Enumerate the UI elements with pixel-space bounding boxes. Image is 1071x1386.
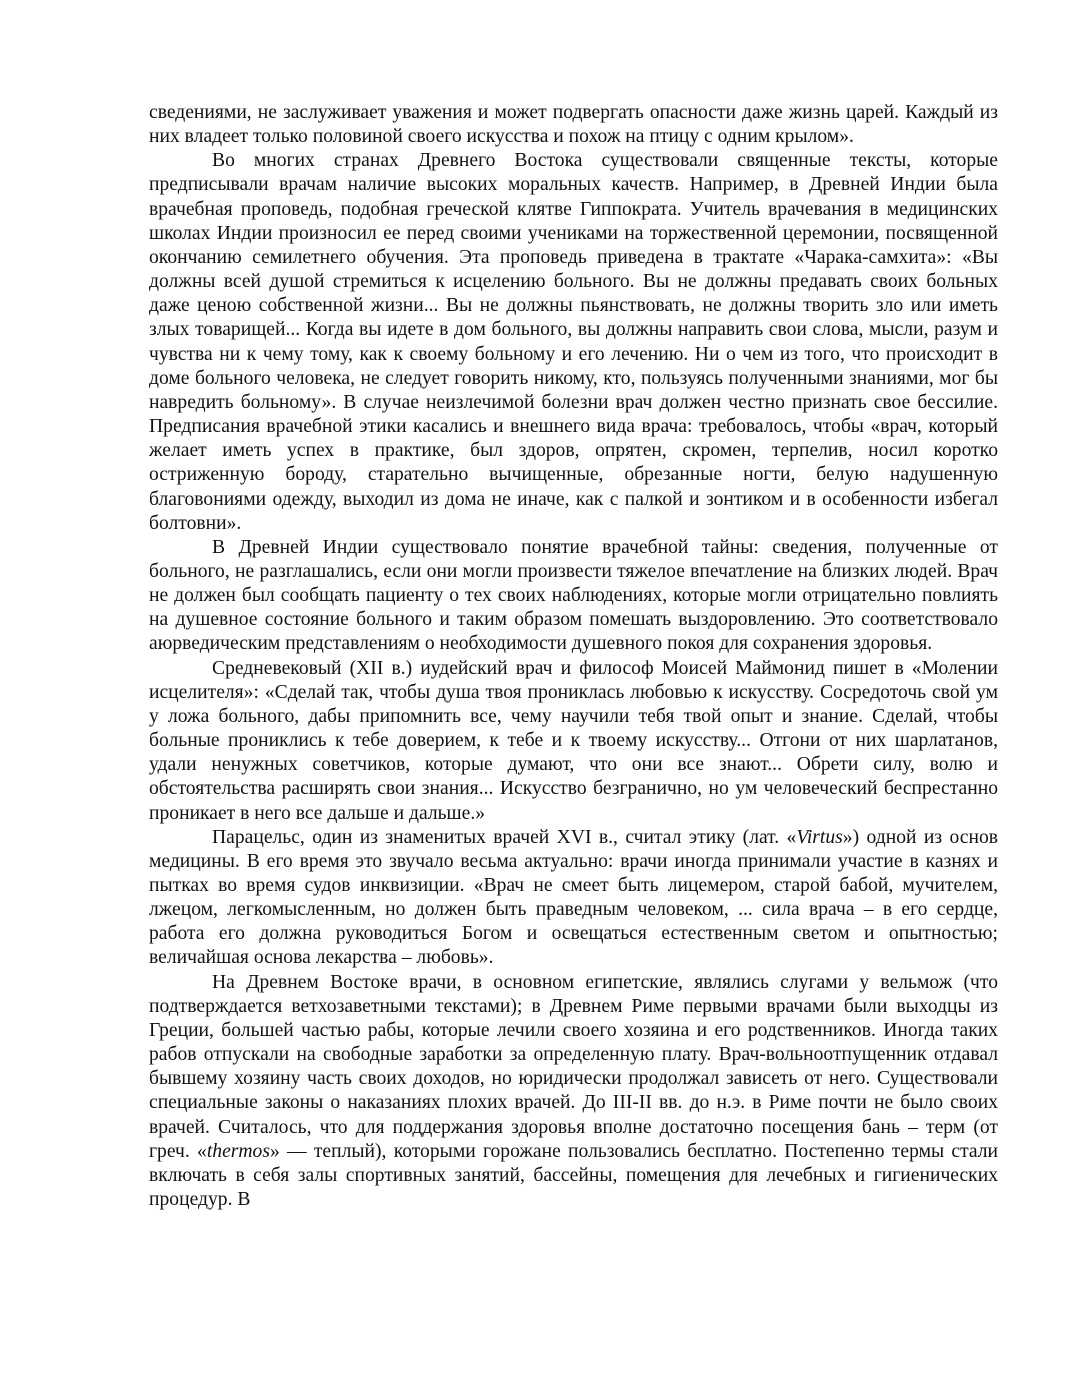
paragraph-6 — [149, 971, 998, 1213]
paragraph-2-text: Во многих странах Древнего Востока существовали священные тексты, которые предписывали врачам наличие высоких моральных качеств. Например, в Древней Индии была врачебная проповедь, подобная греческой клятве Гиппократа. Учитель врачевания в медицинских школах Индии произносил ее перед своими учениками на торжественной церемонии, посвященной окончанию семилетнего обучения. Эта проповедь приведена в трактате «Чарака-самхита»: «Вы должны всей душой стремиться к исцелению больного. Вы не должны предавать своих больных даже ценою собственной жизни... Вы не должны пьянствовать, не должны творить зло или иметь злых товарищей... Когда вы идете в дом больного, вы должны направить свои слова, мысли, разум и чувства ни к чему тому, как к своему больному и его лечению. Ни о чем из того, что происходит в доме больного человека, не следует говорить никому, кто, пользуясь полученными знаниями, мог бы навредить больному». В случае неизлечимой болезни врач должен честно признать свое бессилие. Предписания врачебной этики касались и внешнего вида врача: требовалось, чтобы «врач, который желает иметь успех в практике, был здоров, опрятен, скромен, терпелив, носил коротко остриженную бороду, старательно вычищенные, обрезанные ногти, белую надушенную благовониями одежду, выходил из дома не иначе, как с палкой и зонтиком и в особенности избегал болтовни». — [149, 150, 998, 534]
paragraph-6-text-a: На Древнем Востоке врачи, в основном египетские, являлись слугами у вельмож (что подтверждается ветхозаветными текстами); в Древнем Риме первыми врачами были выходцы из Греции, большей частью рабы, которые лечили своего хозяина и его родственников. Иногда таких рабов отпускали на свободные заработки за определенную плату. Врач-вольноотпущенник отдавал бывшему хозяину часть своих доходов, но юридически продолжал зависеть от него. Существовали специальные законы о наказаниях плохих врачей. До III-II вв. до н.э. в Риме почти не было своих врачей. Считалось, что для поддержания здоровья вполне достаточно посещения бань – терм (от греч. « — [149, 971, 998, 1162]
paragraph-4-text: Средневековый (XII в.) иудейский врач и философ Моисей Маймонид пишет в «Молении исцелителя»: «Сделай так, чтобы душа твоя прониклась любовью к искусству. Сосредоточь свой ум у ложа больного, дабы припомнить все, чему научили тебя твой опыт и знание. Сделай, чтобы больные прониклись к тебе доверием, к тебе и к твоему искусству... Отгони от них шарлатанов, удали ненужных советчиков, которые думают, что они все знают... Обрети силу, волю и обстоятельства расширять свои знания... Искусство безгранично, но ум человеческий беспрестанно проникает в него все дальше и дальше.» — [149, 657, 998, 824]
paragraph-5-text-a: Парацельс, один из знаменитых врачей XVI в., считал этику (лат. « — [212, 826, 797, 848]
paragraph-5-italic-term: Virtus — [796, 826, 843, 848]
paragraph-4 — [149, 657, 998, 826]
paragraph-5-text-b: ») одной из основ медицины. В его время это звучало весьма актуально: врачи иногда принимали участие в казнях и пытках во время судов инквизиции. «Врач не смеет быть лицемером, старой бабой, мучителем, лжецом, легкомысленным, но должен быть праведным человеком, ... сила врача – в его сердце, работа его должна руководиться Богом и освещаться естественным светом и опытностью; величайшая основа лекарства – любовь». — [149, 826, 998, 969]
paragraph-5 — [149, 826, 998, 971]
paragraph-1-text: сведениями, не заслуживает уважения и может подвергать опасности даже жизнь царей. Каждый из них владеет только половиной своего искусства и похож на птицу с одним крылом». — [149, 102, 998, 148]
paragraph-2 — [149, 149, 998, 536]
document-page — [149, 101, 998, 1212]
paragraph-3 — [149, 536, 998, 657]
paragraph-3-text: В Древней Индии существовало понятие врачебной тайны: сведения, полученные от больного, не разглашались, если они могли произвести тяжелое впечатление на близких людей. Врач не должен был сообщать пациенту о тех своих наблюдениях, которые могли отрицательно повлиять на душевное состояние больного и таким образом помешать выздоровлению. Это соответствовало аюрведическим представлениям о необходимости душевного покоя для сохранения здоровья. — [149, 536, 998, 655]
paragraph-6-italic-term: thermos — [206, 1140, 270, 1162]
paragraph-1 — [149, 101, 998, 149]
paragraph-6-text-b: » — теплый), которыми горожане пользовались бесплатно. Постепенно термы стали включать в себя залы спортивных занятий, бассейны, помещения для лечебных и гигиенических процедур. В — [149, 1140, 999, 1211]
